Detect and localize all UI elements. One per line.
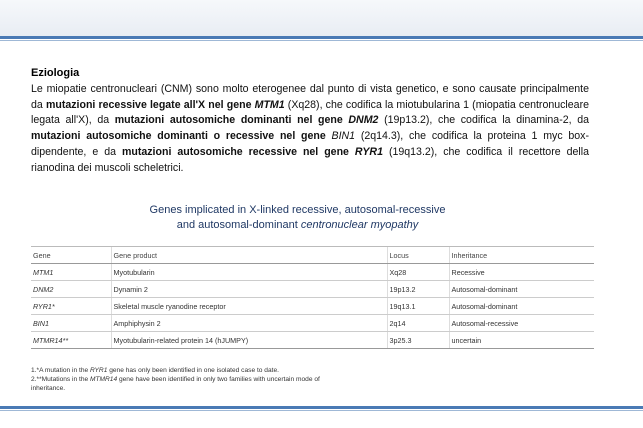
paragraph-segment: RYR1 xyxy=(354,145,383,158)
cell-gene-product: Skeletal muscle ryanodine receptor xyxy=(111,298,387,315)
cell-inheritance: Autosomal-dominant xyxy=(449,298,594,315)
cell-locus: 2q14 xyxy=(387,315,449,332)
header-rule-thin xyxy=(0,40,643,41)
cell-gene: BIN1 xyxy=(31,315,111,332)
footnote-2 xyxy=(31,375,351,393)
cell-locus: 19p13.2 xyxy=(387,281,449,298)
footnote-2-text-end: gene have been identified in only two families with uncertain mode of inheritance. xyxy=(31,376,320,392)
paragraph-segment: mutazioni autosomiche dominanti o recessive nel gene xyxy=(31,130,332,143)
cell-gene: RYR1* xyxy=(31,298,111,315)
column-header-gene: Gene xyxy=(31,247,111,264)
footnote-2-gene: MTMR14 xyxy=(90,376,118,383)
cell-gene-product: Dynamin 2 xyxy=(111,281,387,298)
paragraph-segment: (19p13.2), che codifica la dinamina-2, da xyxy=(378,114,589,127)
column-header-gene-product: Gene product xyxy=(111,247,387,264)
header-band xyxy=(0,0,643,36)
footnote-2-text: 2.**Mutations in the xyxy=(31,376,91,383)
figure-title-line-2 xyxy=(0,218,619,233)
paragraph-segment: mutazioni autosomiche dominanti nel gene xyxy=(114,114,349,127)
table-row xyxy=(31,298,594,315)
cell-inheritance: uncertain xyxy=(449,332,594,349)
footer-rule-thin xyxy=(0,410,643,411)
cell-gene-product: Myotubularin xyxy=(111,264,387,281)
table-row xyxy=(31,332,594,349)
table-footnotes xyxy=(31,366,351,393)
paragraph-segment: BIN1 xyxy=(331,130,356,143)
cell-inheritance: Autosomal-recessive xyxy=(449,315,594,332)
footnote-1 xyxy=(31,366,351,375)
paragraph-segment: (Xq28), che codifica la miotubularina 1 (miopatia centronucleare legata all'X), da xyxy=(31,98,589,127)
footer-rule xyxy=(0,406,643,409)
figure-title-line-2-italic: centronuclear myopathy xyxy=(300,218,419,231)
footnote-1-gene: RYR1 xyxy=(90,367,108,374)
figure-title-line-1: Genes implicated in X-linked recessive, autosomal-recessive xyxy=(149,204,446,216)
cell-inheritance: Autosomal-dominant xyxy=(449,281,594,298)
figure-title xyxy=(0,203,643,232)
table-row xyxy=(31,315,594,332)
genes-table xyxy=(31,246,594,349)
figure-title-line-2-prefix: and autosomal-dominant xyxy=(176,218,301,231)
cell-locus: 3p25.3 xyxy=(387,332,449,349)
cell-locus: Xq28 xyxy=(387,264,449,281)
header-rule xyxy=(0,36,643,39)
table-header-row xyxy=(31,247,594,264)
footnote-1-text: 1.*A mutation in the xyxy=(31,367,91,374)
paragraph-segment: MTM1 xyxy=(254,98,285,111)
paragraph-segment: mutazioni autosomiche recessive nel gene xyxy=(121,145,355,158)
paragraph-segment: (2q14.3), che codifica la proteina 1 myc box-dipendente, e da xyxy=(31,130,589,158)
section-heading: Eziologia xyxy=(31,67,80,79)
paragraph-segment: (19q13.2), che codifica il recettore della rianodina dei muscoli scheletrici. xyxy=(31,145,589,174)
table-row xyxy=(31,264,594,281)
paragraph-segment: mutazioni recessive legate all'X nel gene xyxy=(45,98,255,111)
footnote-1-text-end: gene has only been identified in one isolated case to date. xyxy=(107,367,279,374)
cell-gene: MTM1 xyxy=(31,264,111,281)
etiology-paragraph xyxy=(31,82,589,176)
column-header-inheritance: Inheritance xyxy=(449,247,594,264)
cell-locus: 19q13.1 xyxy=(387,298,449,315)
cell-gene-product: Myotubularin-related protein 14 (hJUMPY) xyxy=(111,332,387,349)
cell-inheritance: Recessive xyxy=(449,264,594,281)
table-row xyxy=(31,281,594,298)
cell-gene: MTMR14** xyxy=(31,332,111,349)
column-header-locus: Locus xyxy=(387,247,449,264)
paragraph-segment: Le miopatie centronucleari (CNM) sono molto eterogenee dal punto di vista genetico, e sono causate principalmente da xyxy=(31,83,589,111)
paragraph-segment: DNM2 xyxy=(348,114,379,127)
cell-gene: DNM2 xyxy=(31,281,111,298)
cell-gene-product: Amphiphysin 2 xyxy=(111,315,387,332)
